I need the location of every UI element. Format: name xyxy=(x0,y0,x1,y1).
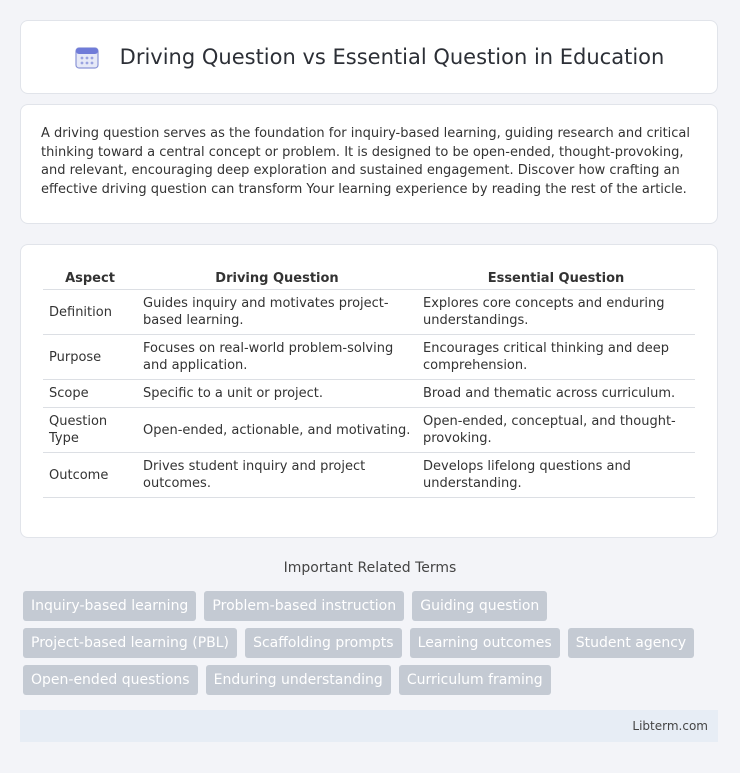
tag-scaffolding-prompts[interactable]: Scaffolding prompts xyxy=(245,628,401,658)
cell-essential: Develops lifelong questions and understanding. xyxy=(417,453,695,498)
cell-driving: Drives student inquiry and project outcomes. xyxy=(137,453,417,498)
tag-inquiry-based-learning[interactable]: Inquiry-based learning xyxy=(23,591,196,621)
footer xyxy=(20,710,718,742)
table-header-row xyxy=(43,265,695,290)
cell-aspect: Scope xyxy=(43,380,137,408)
table-row xyxy=(43,408,695,453)
header-essential-question: Essential Question xyxy=(417,265,695,290)
table-row xyxy=(43,380,695,408)
intro-paragraph: A driving question serves as the foundation for inquiry-based learning, guiding research and critical thinking toward a central concept or problem. It is designed to be open-ended, thought-provoking, and relevant, encouraging deep exploration and sustained engagement. Discover how crafting an effective driving question can transform Your learning experience by reading the rest of the article. xyxy=(41,126,690,197)
cell-driving: Guides inquiry and motivates project-based learning. xyxy=(137,290,417,335)
cell-essential: Encourages critical thinking and deep comprehension. xyxy=(417,335,695,380)
tag-open-ended-questions[interactable]: Open-ended questions xyxy=(23,665,198,695)
cell-aspect: Question Type xyxy=(43,408,137,453)
header-aspect: Aspect xyxy=(43,265,137,290)
cell-aspect: Outcome xyxy=(43,453,137,498)
tag-guiding-question[interactable]: Guiding question xyxy=(412,591,547,621)
cell-aspect: Purpose xyxy=(43,335,137,380)
cell-essential: Explores core concepts and enduring understandings. xyxy=(417,290,695,335)
comparison-table-card xyxy=(20,244,718,538)
page-title: Driving Question vs Essential Question in Education xyxy=(119,45,665,69)
related-terms-list xyxy=(23,591,723,702)
intro-card xyxy=(20,104,718,224)
related-terms-title: Important Related Terms xyxy=(283,560,457,576)
cell-essential: Broad and thematic across curriculum. xyxy=(417,380,695,408)
cell-driving: Open-ended, actionable, and motivating. xyxy=(137,408,417,453)
table-row xyxy=(43,290,695,335)
header-driving-question: Driving Question xyxy=(137,265,417,290)
comparison-table xyxy=(43,265,695,498)
tag-student-agency[interactable]: Student agency xyxy=(568,628,695,658)
title-card xyxy=(20,20,718,94)
calendar-icon xyxy=(74,44,100,70)
tag-enduring-understanding[interactable]: Enduring understanding xyxy=(206,665,391,695)
cell-essential: Open-ended, conceptual, and thought-provoking. xyxy=(417,408,695,453)
table-row xyxy=(43,453,695,498)
tag-problem-based-instruction[interactable]: Problem-based instruction xyxy=(204,591,404,621)
tag-curriculum-framing[interactable]: Curriculum framing xyxy=(399,665,551,695)
table-row xyxy=(43,335,695,380)
tag-learning-outcomes[interactable]: Learning outcomes xyxy=(410,628,560,658)
cell-driving: Specific to a unit or project. xyxy=(137,380,417,408)
footer-site-link[interactable]: Libterm.com xyxy=(632,719,708,733)
cell-aspect: Definition xyxy=(43,290,137,335)
tag-project-based-learning[interactable]: Project-based learning (PBL) xyxy=(23,628,237,658)
cell-driving: Focuses on real-world problem-solving and application. xyxy=(137,335,417,380)
